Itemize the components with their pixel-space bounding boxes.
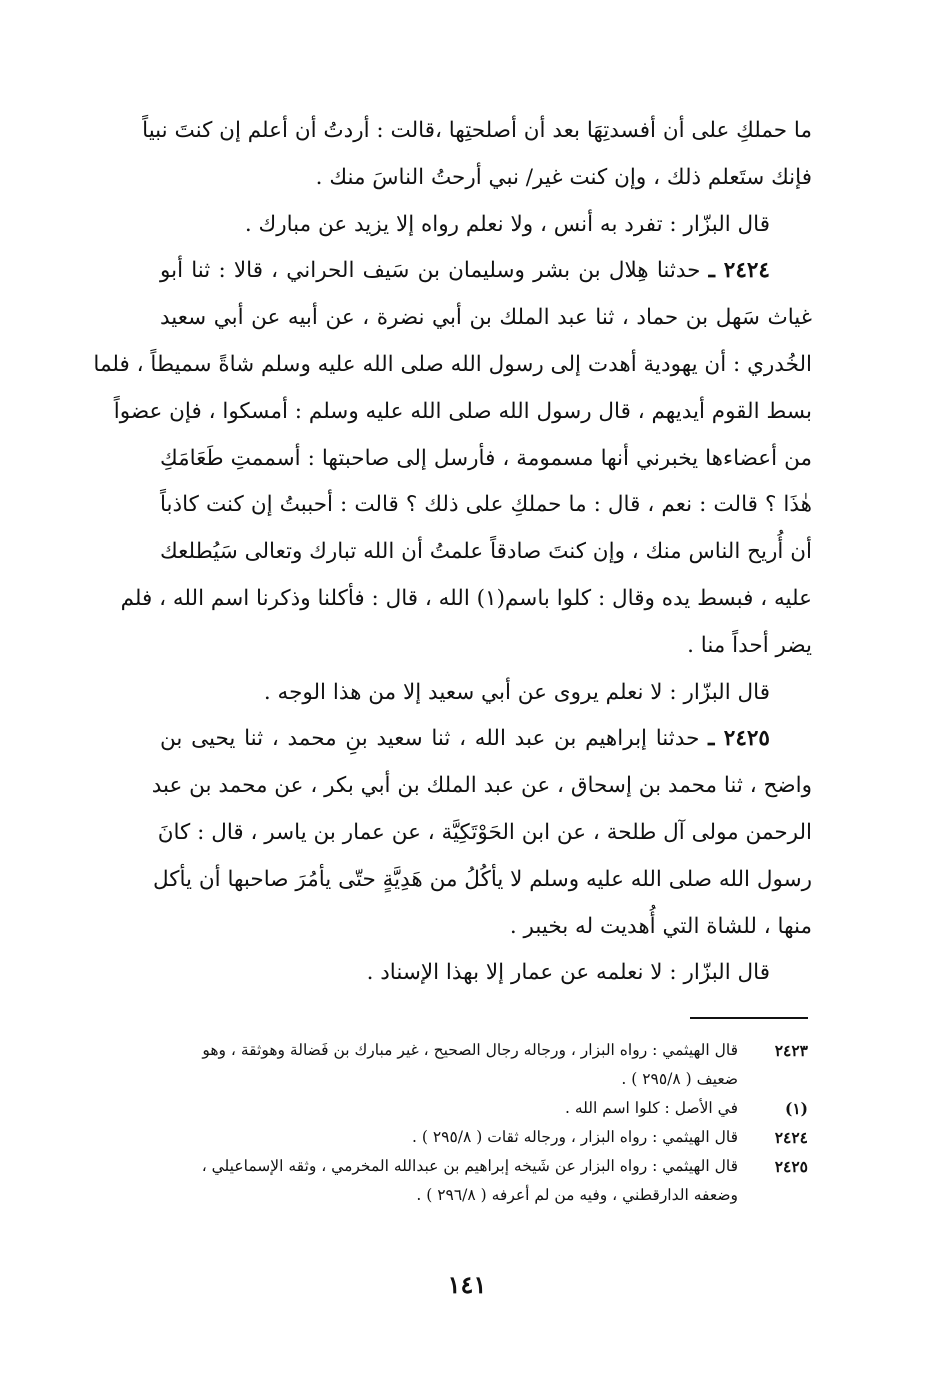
- footnote-text: [124, 1152, 738, 1210]
- text-line: رسول الله صلى الله عليه وسلم لا يأكُلُ من هَدِيَّةٍ حتّى يأمُرَ صاحبها أن يأكل: [152, 866, 812, 892]
- text-line: حدثنا إبراهيم بن عبد الله ، ثنا سعيد بنِ محمد ، ثنا يحيى بن: [160, 726, 700, 752]
- text-line: بسط القوم أيديهم ، قال رسول الله صلى الله عليه وسلم : أمسكوا ، فإن عضواً: [113, 398, 812, 424]
- footnote-line: قال الهيثمي : رواه البزار ، ورجاله رجال الصحيح ، غير مبارك بن فَضالة وهوثقة ، وهو: [202, 1041, 738, 1059]
- footnote-1: [124, 1094, 814, 1123]
- text-line: الرحمن مولى آل طلحة ، عن ابن الحَوْتَكِيَّة ، عن عمار بن ياسر ، قال : كانَ: [157, 819, 812, 845]
- footnote-number: ٢٤٢٥: [774, 1157, 808, 1176]
- footnote-line: وضعفه الدارقطني ، وفيه من لم أعرفه ( ٢٩٦/٨ ) .: [416, 1186, 738, 1204]
- bazzar-comment: قال البزّار : تفرد به أنس ، ولا نعلم رواه إلا يزيد عن مبارك .: [244, 211, 770, 237]
- text-line: يضر أحداً منا .: [687, 632, 812, 658]
- footnotes: [124, 1036, 814, 1210]
- footnote-line: قال الهيثمي : رواه البزار ، ورجاله ثقات ( ٢٩٥/٨ ) .: [411, 1128, 738, 1146]
- footnote-number: ٢٤٢٤: [774, 1128, 808, 1147]
- text-line: غياث سَهل بن حماد ، ثنا عبد الملك بن أبي نضرة ، عن أبيه عن أبي سعيد: [160, 305, 812, 331]
- footnote-number: (١): [784, 1099, 808, 1118]
- text-line: واضح ، ثنا محمد بن إسحاق ، عن عبد الملك بن أبي بكر ، عن محمد بن عبد: [151, 773, 812, 799]
- text-line: ما حملكِ على أن أفسدتِهَا بعد أن أصلحتِها ،قالت : أردتُ أن أعلم إن كنتَ نبياً: [142, 118, 812, 143]
- footnote-2424: [124, 1123, 814, 1152]
- hadith-number-2424: ٢٤٢٤ ـ: [708, 258, 770, 284]
- text-line: حدثنا هِلال بن بشر وسليمان بن سَيف الحراني ، قالا : ثنا أبو: [160, 258, 701, 284]
- footnote-line: ضعيف ( ٢٩٥/٨ ) .: [621, 1070, 738, 1088]
- footnote-2425: [124, 1152, 814, 1210]
- footnote-2423: [124, 1036, 814, 1094]
- text-line: منها ، للشاة التي أُهديت له بخيبر .: [509, 913, 812, 939]
- hadith-2424-first-line: [160, 248, 812, 295]
- bazzar-comment: قال البزّار : لا نعلم يروى عن أبي سعيد إلا من هذا الوجه .: [263, 679, 770, 705]
- footnote-divider: [690, 1017, 808, 1019]
- hadith-2425-first-line: [160, 716, 812, 763]
- footnote-text: [124, 1094, 738, 1123]
- text-line: هٰذَا ؟ قالت : نعم ، قال : ما حملكِ على ذلك ؟ قالت : أحببتُ إن كنت كاذباً: [160, 492, 812, 518]
- text-line: أن أُريح الناس منك ، وإن كنتَ صادقاً علمتُ أن الله تبارك وتعالى سَيُطلعك: [160, 539, 812, 565]
- text-line: الخُدري : أن يهودية أهدت إلى رسول الله صلى الله عليه وسلم شاةً سميطاً ، فلما: [93, 351, 812, 377]
- hadith-number-2425: ٢٤٢٥ ـ: [708, 726, 770, 752]
- footnote-line: قال الهيثمي : رواه البزار عن شَيخه إبراهيم بن عبدالله المخرمي ، وثقه الإسماعيلي ،: [201, 1157, 738, 1175]
- text-line: فإنك ستَعلم ذلك ، وإن كنت غير/ نبي أرحتُ الناسَ منك .: [315, 164, 812, 190]
- text-line: عليه ، فبسط يده وقال : كلوا باسم(١) الله ، قال : فأكلنا وذكرنا اسم الله ، فلم: [120, 585, 812, 611]
- footnote-text: [124, 1123, 738, 1152]
- main-text: [93, 108, 812, 997]
- text-line: من أعضاءها يخبرني أنها مسمومة ، فأرسل إلى صاحبتها : أسممتِ طَعَامَكِ: [160, 445, 812, 471]
- page-number: ١٤١: [447, 1270, 487, 1299]
- footnote-line: في الأصل : كلوا اسم الله .: [565, 1099, 738, 1117]
- bazzar-comment: قال البزّار : لا نعلمه عن عمار إلا بهذا الإسناد .: [366, 960, 770, 986]
- footnote-text: [124, 1036, 738, 1094]
- footnote-number: ٢٤٢٣: [774, 1041, 808, 1060]
